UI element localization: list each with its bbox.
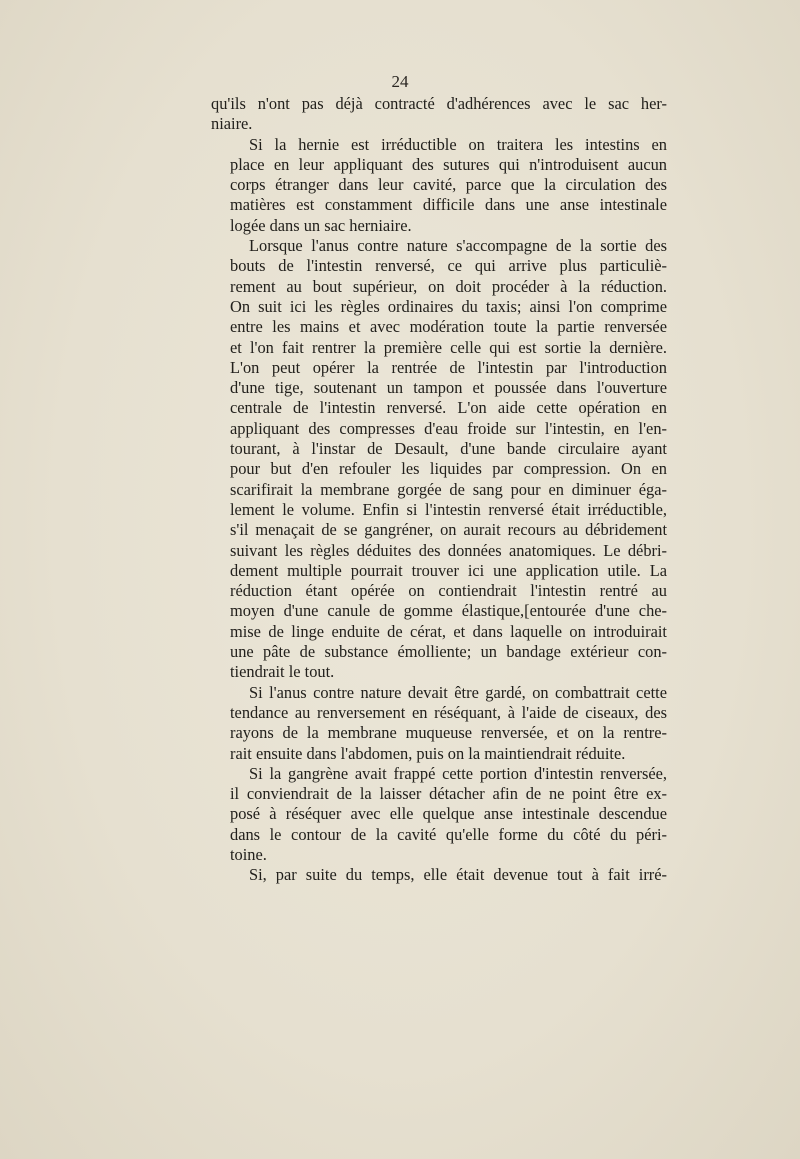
text-line: mise de linge enduite de cérat, et dans laquelle on introduirait bbox=[230, 621, 667, 641]
text-line: niaire. bbox=[211, 114, 253, 134]
text-line: rayons de la membrane muqueuse renversée, et on la rentre- bbox=[230, 723, 667, 743]
text-line: L'on peut opérer la rentrée de l'intestin par l'introduction bbox=[230, 357, 667, 377]
text-line: d'une tige, soutenant un tampon et poussée dans l'ouverture bbox=[230, 378, 667, 398]
text-line: Si la hernie est irréductible on traitera les intestins en bbox=[249, 134, 667, 154]
text-line: dans le contour de la cavité qu'elle forme du côté du péri- bbox=[230, 824, 667, 844]
text-line: tourant, à l'instar de Desault, d'une bande circulaire ayant bbox=[230, 439, 667, 459]
text-line: et l'on fait rentrer la première celle qui est sortie la dernière. bbox=[230, 337, 667, 357]
text-line: entre les mains et avec modération toute la partie renversée bbox=[230, 317, 667, 337]
text-line: Si, par suite du temps, elle était devenue tout à fait irré- bbox=[249, 865, 667, 885]
text-line: On suit ici les règles ordinaires du taxis; ainsi l'on comprime bbox=[230, 296, 667, 316]
text-line: Si la gangrène avait frappé cette portion d'intestin renversée, bbox=[249, 763, 667, 783]
text-line: pour but d'en refouler les liquides par compression. On en bbox=[230, 459, 667, 479]
text-line: moyen d'une canule de gomme élastique,[entourée d'une che- bbox=[230, 601, 667, 621]
text-line: suivant les règles déduites des données anatomiques. Le débri- bbox=[230, 540, 667, 560]
text-line: rait ensuite dans l'abdomen, puis on la maintiendrait réduite. bbox=[230, 743, 626, 763]
text-line: réduction étant opérée on contiendrait l'intestin rentré au bbox=[230, 581, 667, 601]
text-line: il conviendrait de la laisser détacher afin de ne point être ex- bbox=[230, 784, 667, 804]
text-line: s'il menaçait de se gangréner, on aurait recours au débridement bbox=[230, 520, 667, 540]
text-line: toine. bbox=[230, 844, 267, 864]
text-line: appliquant des compresses d'eau froide sur l'intestin, en l'en- bbox=[230, 418, 667, 438]
text-line: place en leur appliquant des sutures qui n'introduisent aucun bbox=[230, 154, 667, 174]
text-line: posé à réséquer avec elle quelque anse intestinale descendue bbox=[230, 804, 667, 824]
text-line: logée dans un sac herniaire. bbox=[230, 215, 412, 235]
paragraph bbox=[211, 764, 667, 865]
paragraph bbox=[211, 236, 667, 683]
text-line: lement le volume. Enfin si l'intestin renversé était irréductible, bbox=[230, 499, 667, 519]
text-line: matières est constamment difficile dans une anse intestinale bbox=[230, 195, 667, 215]
text-line: scarifirait la membrane gorgée de sang pour en diminuer éga- bbox=[230, 479, 667, 499]
paragraph bbox=[211, 683, 667, 764]
body-text bbox=[211, 94, 667, 886]
text-line: bouts de l'intestin renversé, ce qui arrive plus particuliè- bbox=[230, 256, 667, 276]
text-line: une pâte de substance émolliente; un bandage extérieur con- bbox=[230, 642, 667, 662]
text-line: corps étranger dans leur cavité, parce que la circulation des bbox=[230, 175, 667, 195]
text-line: tiendrait le tout. bbox=[230, 662, 335, 682]
paragraph bbox=[211, 94, 667, 135]
text-line: Lorsque l'anus contre nature s'accompagne de la sortie des bbox=[249, 236, 667, 256]
paragraph bbox=[211, 135, 667, 236]
paragraph bbox=[211, 865, 667, 885]
text-line: qu'ils n'ont pas déjà contracté d'adhérences avec le sac her- bbox=[211, 94, 667, 113]
text-line: Si l'anus contre nature devait être gardé, on combattrait cette bbox=[249, 682, 667, 702]
text-line: dement multiple pourrait trouver ici une application utile. La bbox=[230, 560, 667, 580]
text-line: centrale de l'intestin renversé. L'on aide cette opération en bbox=[230, 398, 667, 418]
text-line: tendance au renversement en réséquant, à l'aide de ciseaux, des bbox=[230, 702, 667, 722]
page-number: 24 bbox=[391, 72, 409, 91]
text-line: rement au bout supérieur, on doit procéder à la réduction. bbox=[230, 276, 667, 296]
